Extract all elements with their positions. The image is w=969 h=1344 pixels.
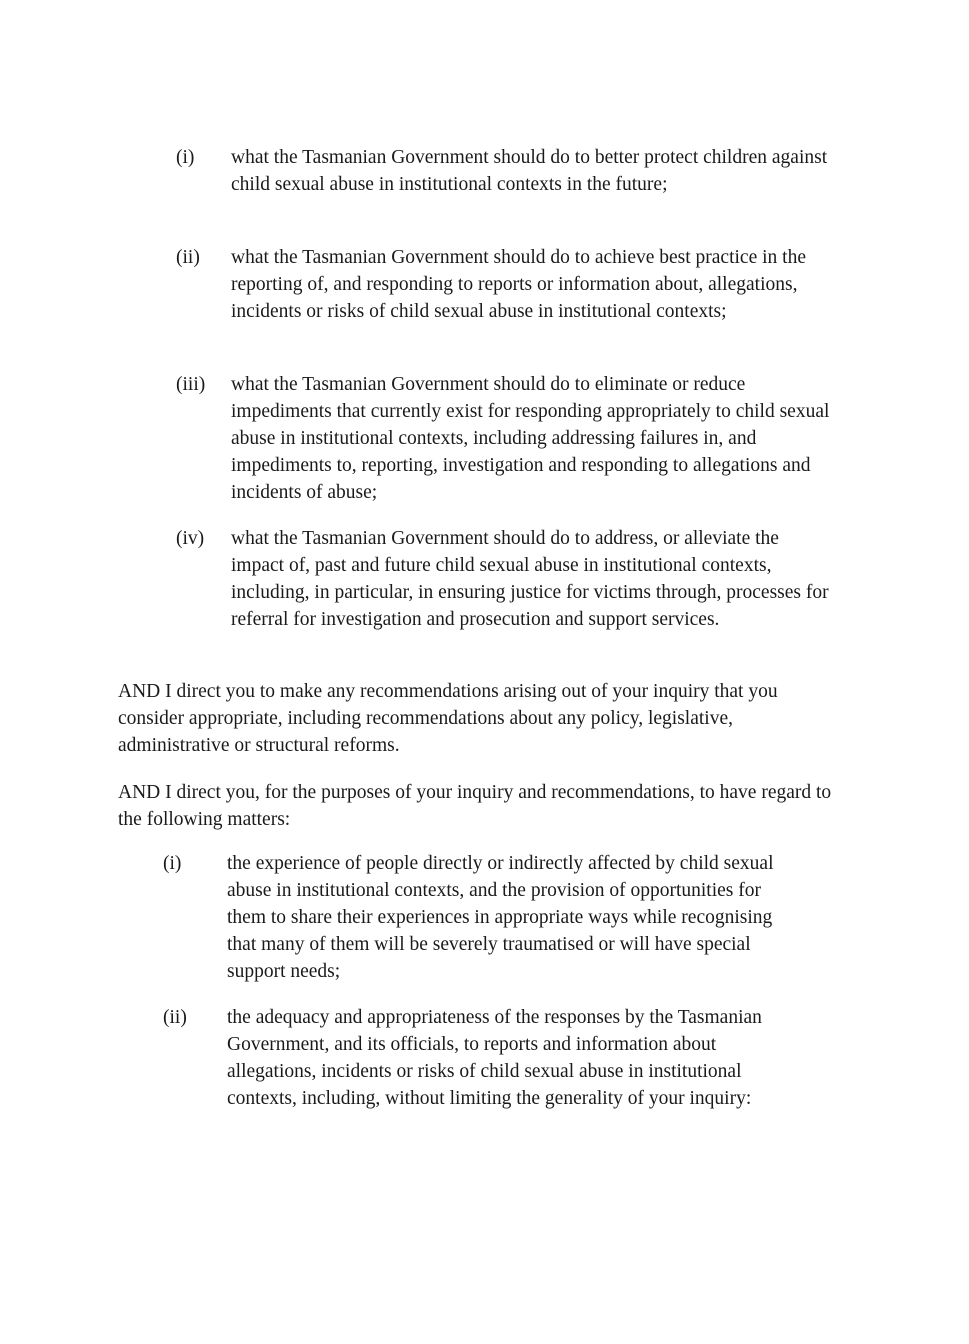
list-item-a-1 xyxy=(176,144,836,198)
list-number: (i) xyxy=(163,853,182,874)
list-text: what the Tasmanian Government should do to achieve best practice in the reporting of, and responding to reports or information about, allegations, incidents or risks of child sexual abuse in institutional contexts; xyxy=(231,247,806,322)
list-text: the adequacy and appropriateness of the responses by the Tasmanian Government, and its officials, to reports and information about allegations, incidents or risks of child sexual abuse in institutional contexts, including, without limiting the generality of your inquiry: xyxy=(227,1007,762,1109)
list-text: what the Tasmanian Government should do to eliminate or reduce impediments that currently exist for responding appropriately to child sexual abuse in institutional contexts, including addressing failures in, and impediments to, reporting, investigation and responding to allegations and incidents of abuse; xyxy=(231,374,830,503)
paragraph-recommendations: AND I direct you to make any recommendations arising out of your inquiry that you consider appropriate, including recommendations about any policy, legislative, administrative or structural reforms. xyxy=(118,681,778,756)
list-text: the experience of people directly or indirectly affected by child sexual abuse in institutional contexts, and the provision of opportunities for them to share their experiences in appropriate ways while recognising that many of them will be severely traumatised or will have special support needs; xyxy=(227,853,774,982)
paragraph-regard-matters: AND I direct you, for the purposes of your inquiry and recommendations, to have regard to the following matters: xyxy=(118,782,832,830)
list-item-a-2 xyxy=(176,244,836,325)
list-item-a-4 xyxy=(176,525,836,633)
list-text: what the Tasmanian Government should do to address, or alleviate the impact of, past and future child sexual abuse in institutional contexts, including, in particular, in ensuring justice for victims through, processes for referral for investigation and prosecution and support services. xyxy=(231,528,829,630)
list-item-b-1 xyxy=(163,850,803,985)
list-number: (i) xyxy=(176,147,195,168)
list-number: (ii) xyxy=(176,247,200,268)
list-number: (ii) xyxy=(163,1007,187,1028)
list-text: what the Tasmanian Government should do to better protect children against child sexual abuse in institutional contexts in the future; xyxy=(231,147,828,195)
list-number: (iv) xyxy=(176,528,205,549)
list-item-b-2 xyxy=(163,1004,803,1112)
list-number: (iii) xyxy=(176,374,206,395)
list-item-a-3 xyxy=(176,371,836,506)
